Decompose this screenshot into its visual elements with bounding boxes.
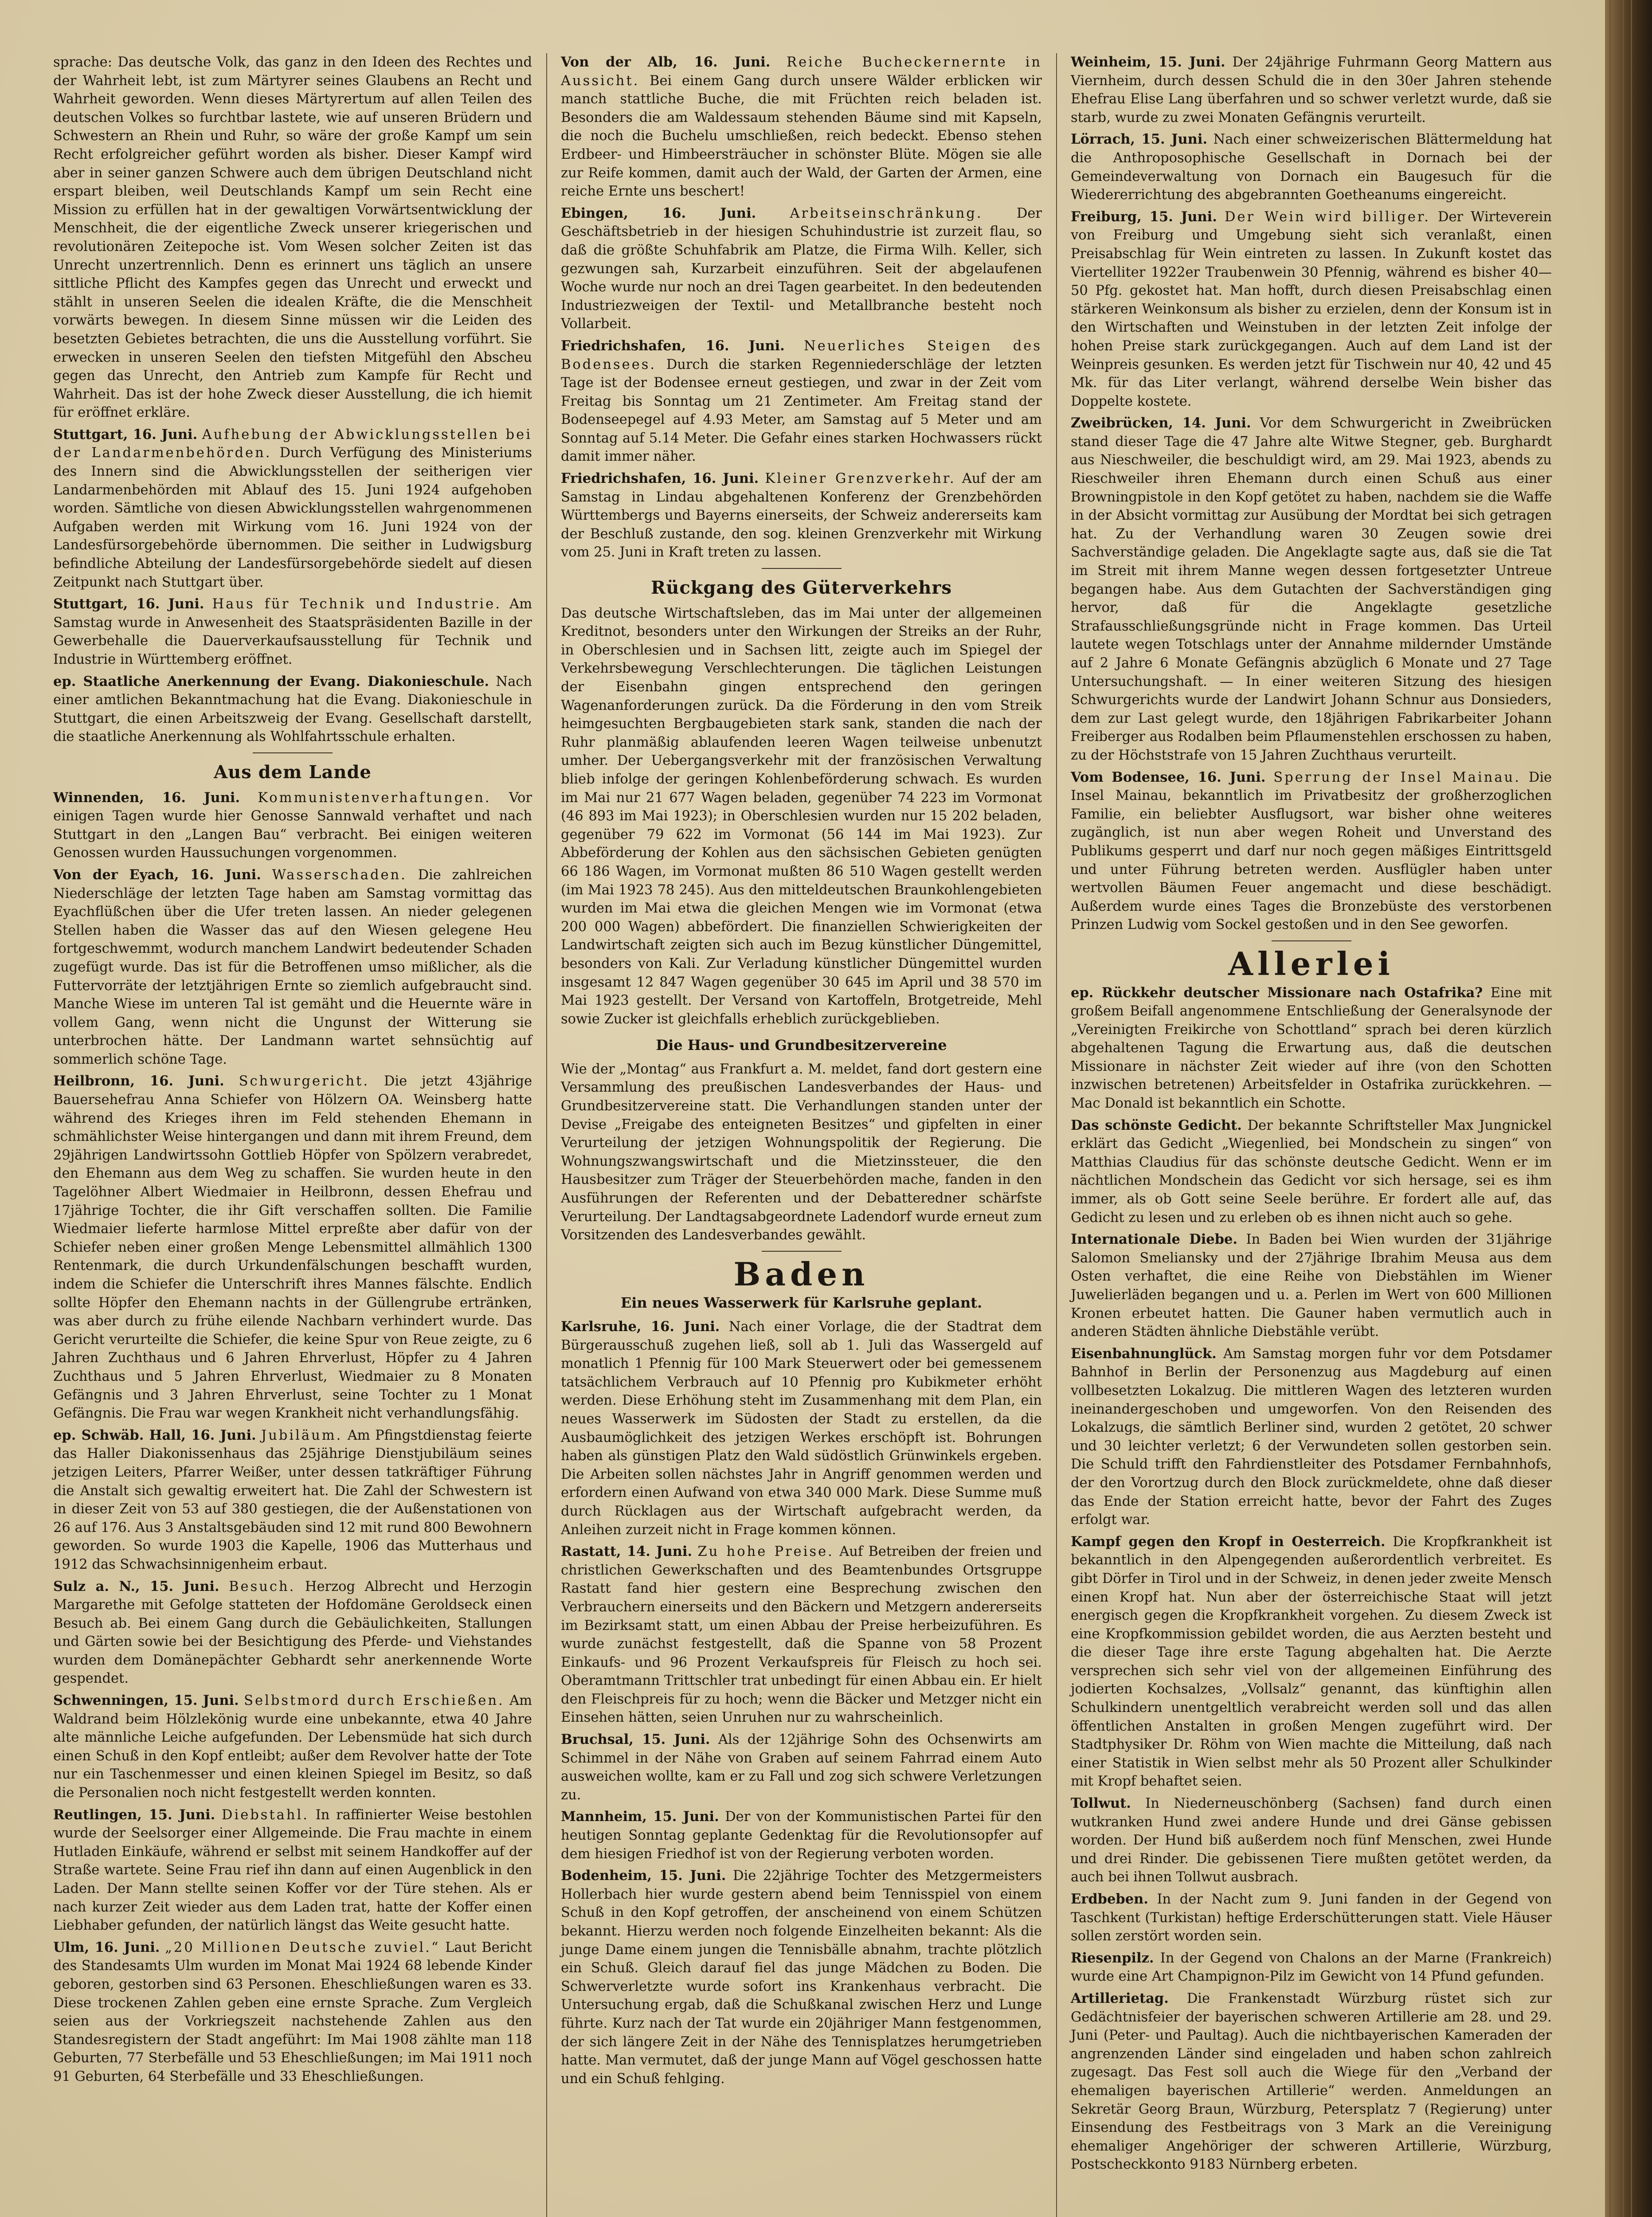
news-article (53, 866, 532, 1069)
article-body: Auf Betreiben der freien und christlichen Gewerkschaften und des Beamtenbundes Ortsgruppe Rastatt fand hier gestern eine Besprechung zwischen den Verbrauchern einerseits und den Bäckern und Metzgern andererseits im Bezirksamt statt, um einen Abbau der Preise herbeizuführen. Es wurde zunächst festgestellt, daß die Spanne von 58 Prozent Einkaufs- und 96 Prozent Verkaufspreis für Fleisch zu hoch sei. Oberamtmann Trittschler trat unbedingt für einen Abbau ein. Er hielt den Fleischpreis für zu hoch; wenn die Bäcker und Metzger nicht ein Einsehen hätten, seien Unruhen nur zu wahrscheinlich. (561, 1544, 1042, 1726)
article-dateline: Mannheim, 15. Juni. (561, 1809, 719, 1825)
article-body: Am Waldrand beim Hölzlekönig wurde eine unbekannte, etwa 40 Jahre alte männliche Leiche aufgefunden. Der Lebensmüde hat sich durch einen Schuß in den Kopf entleibt; außer dem Revolver hatte der Tote nur ein Taschenmesser und einen kleinen Spiegel im Besitz, so daß die Personalien noch nicht festgestellt werden konnten. (53, 1693, 532, 1801)
article-body: In Baden bei Wien wurden der 31jährige Salomon Smeliansky und der 27jährige Ibrahim Meusa aus dem Osten verhaftet, die eine Reihe von Diebstählen im Wiener Juwelierläden begangen und u. a. Perlen im Wert von 600 Millionen Kronen erbeutet hatten. Die Gauner haben vermutlich auch in anderen Städten ähnliche Diebstähle verübt. (1071, 1232, 1552, 1340)
article-dateline: Bruchsal, 15. Juni. (561, 1731, 710, 1748)
news-article (53, 1578, 532, 1688)
article-headline: Besuch. (229, 1579, 296, 1594)
news-article (1071, 1794, 1552, 1887)
article-body: In der Nacht zum 9. Juni fanden in der Gegend von Taschkent (Turkistan) heftige Erderschütterungen statt. Viele Häuser sollen zerstört worden sein. (1071, 1892, 1552, 1944)
article-body: Der Wirteverein von Freiburg und Umgebung sieht sich veranlaßt, einen Preisabschlag für Wein eintreten zu lassen. In Zukunft kostet das Viertelliter 1922er Traubenwein 30 Pfennig, während es bisher 40—50 Pfg. gekostet hat. Man hofft, durch diesen Preisabschlag einen stärkeren Weinkonsum als bisher zu erzielen, denn der Konsum ist in den Wirtschaften und Weinstuben in der letzten Zeit infolge der hohen Preise stark zurückgegangen. Auch auf dem Land ist der Weinpreis gesunken. Es werden jetzt für Tischwein nur 40, 42 und 45 Mk. für das Liter verlangt, während derselbe Wein bisher das Doppelte kostete. (1071, 209, 1552, 409)
article-dateline: Das schönste Gedicht. (1071, 1117, 1242, 1133)
article-dateline: Artillerietag. (1071, 1990, 1169, 2006)
news-article (1071, 53, 1552, 127)
article-body: In Niederneuschönberg (Sachsen) fand durch einen wutkranken Hund zwei andere Hunde und drei Gänse gebissen worden. Der Hund biß außerdem noch fünf Menschen, zwei Hunde und drei Rinder. Die gebissenen Tiere mußten getötet werden, da auch bei ihnen Tollwut ausbrach. (1071, 1796, 1552, 1885)
news-article (53, 1072, 532, 1422)
article-headline: Kleiner Grenzverkehr. (765, 471, 956, 487)
article-headline: Der Wein wird billiger. (1225, 209, 1430, 225)
news-article (561, 1867, 1042, 2088)
article-dateline: Karlsruhe, 16. Juni. (561, 1319, 720, 1335)
article-body: Der 24jährige Fuhrmann Georg Mattern aus Viernheim, durch dessen Schuld die in den 30er Jahren stehende Ehefrau Elise Lang überfahren und so schwer verletzt wurde, daß sie starb, wurde zu zwei Monaten Gefängnis verurteilt. (1071, 55, 1552, 125)
article-body: Der Geschäftsbetrieb in der hiesigen Schuhindustrie ist zurzeit flau, so daß die größte Schuhfabrik am Platze, die Firma Wilh. Keller, sich gezwungen sah, Kurzarbeit einzuführen. Seit der abgelaufenen Woche wurde nur noch an drei Tagen gearbeitet. In den bedeutenden Industriezweigen der Textil- und Metallbranche besteht noch Vollarbeit. (561, 205, 1042, 332)
article-body: Herzog Albrecht und Herzogin Margarethe mit Gefolge statteten der Hofdomäne Geroldseck einen Besuch ab. Bei einem Gang durch die Gebäulichkeiten, Stallungen und Gärten sowie bei der Besichtigung des Pferde- und Viehstandes wurden dem Domänepächter Gebhardt sehr anerkennende Worte gespendet. (53, 1579, 532, 1687)
body-paragraph: Wie der „Montag“ aus Frankfurt a. M. meldet, fand dort gestern eine Versammlung des preußischen Landesverbandes der Haus- und Grundbesitzervereine statt. Die Verhandlungen standen unter der Devise „Freigabe des enteigneten Besitzes“ und gipfelten in einer Verurteilung der jetzigen Wohnungspolitik der Regierung. Die Wohnungszwangswirtschaft und die Mietzinssteuer, die den Hausbesitzer zum Träger der Steuerbehörden mache, fanden in den Ausführungen der Referenten und der Debatteredner schärfste Verurteilung. Der Landtagsabgeordnete Ladendorf wurde erneut zum Vorsitzenden des Landesverbandes gewählt. (561, 1061, 1042, 1243)
article-body: Durch die starken Regenniederschläge der letzten Tage ist der Bodensee erneut gestiegen, und zwar in der Zeit vom Freitag bis Sonntag um 21 Zentimeter. Am Freitag stand der Bodenseepegel auf 4.93 Meter, am Samstag auf 5 Meter und am Sonntag auf 5.14 Meter. Die Gefahr eines starken Hochwassers rückt damit immer näher. (561, 356, 1042, 465)
article-body: Die jetzt 43jährige Bauersehefrau Anna Schiefer von Hölzern OA. Weinsberg hatte während des Krieges ihren im Feld stehenden Ehemann in schmählichster Weise hintergangen und dann mit ihrem Freund, dem 29jährigen Landwirtssohn Gottlieb Höpfer von Spölzern verabredet, den Ehemann aus dem Weg zu schaffen. Sie wurden heute in den Tagelöhner Albert Wiedmaier in Heilbronn, dessen Ehefrau und 17jährige Tochter, die ihr Gift verschaffen sollten. Die Familie Wiedmaier lieferte harmlose Mittel erpreßte aber dafür von der Schiefer neben einer großen Menge Lebensmittel allmählich 1300 Rentenmark, die durch Urkundenfälschungen beschafft wurden, indem die Schiefer die Unterschrift ihres Mannes fälschte. Endlich sollte Höpfer den Ehemann nachts in der Güllengrube ertränken, was aber durch zu frühe eilende Nachbarn verhindert wurde. Das Gericht verurteilte die Schiefer, die keine Spur von Reue zeigte, zu 6 Jahren Zuchthaus und 6 Jahren Ehrverlust, Höpfer zu 4 Jahren Zuchthaus und 5 Jahren Ehrverlust, Wiedmaier zu 8 Monaten Gefängnis und 3 Jahren Ehrverlust, seine Tochter zu 1 Monat Gefängnis. Die Frau war wegen Krankheit nicht verhandlungsfähig. (53, 1073, 532, 1422)
news-article (53, 1939, 532, 2086)
section-divider (762, 568, 842, 569)
article-dateline: Heilbronn, 16. Juni. (53, 1073, 224, 1089)
article-dateline: Sulz a. N., 15. Juni. (53, 1578, 219, 1594)
column-1 (53, 53, 532, 2090)
section-divider (762, 1251, 842, 1252)
article-headline: Reiche Bucheckernernte in Aussicht. (561, 55, 1042, 89)
article-headline: Sperrung der Insel Mainau. (1273, 769, 1521, 785)
news-article (561, 1318, 1042, 1539)
article-subheading: Die Haus- und Grundbesitzervereine (656, 1037, 947, 1054)
article-headline: „20 Millionen Deutsche zuviel.“ (165, 1939, 440, 1955)
article-headline: Selbstmord durch Erschießen. (244, 1693, 505, 1709)
article-dateline: Friedrichshafen, 16. Juni. (561, 337, 785, 354)
article-subheading: Ein neues Wasserwerk für Karlsruhe geplant. (620, 1294, 983, 1312)
news-article (561, 1808, 1042, 1863)
article-dateline: Riesenpilz. (1071, 1950, 1154, 1966)
news-article (1071, 768, 1552, 934)
article-headline: Haus für Technik und Industrie. (212, 596, 501, 612)
region-heading: Baden (733, 1255, 869, 1293)
article-dateline: Reutlingen, 15. Juni. (53, 1806, 215, 1823)
section-heading: Aus dem Lande (214, 761, 372, 783)
article-body: Die zahlreichen Niederschläge der letzten Tage haben am Samstag vormittag das Eyachflüßchen über die Ufer treten lassen. An nieder gelegenen Stellen haben die Wasser das auf den Wiesen gelegene Heu fortgeschwemmt, wodurch manchem Landwirt bedeutender Schaden zugefügt wurde. Das ist für die Betroffenen umso mißlicher, als die Futtervorräte der letztjährigen Ernte so ziemlich aufgebraucht sind. Manche Wiese im unteren Tal ist gemäht und die Heuernte wäre in vollem Gang, wenn nicht die Ungunst der Witterung sie unterbrochen hätte. Der Landmann wartet sehnsüchtig auf sommerlich schöne Tage. (53, 867, 532, 1067)
news-article (1071, 1116, 1552, 1227)
news-article (1071, 208, 1552, 411)
news-article (561, 1731, 1042, 1804)
article-headline: Jubiläum. (261, 1427, 343, 1443)
article-body: Der bekannte Schriftsteller Max Jungnickel erklärt das Gedicht „Wiegenlied, bei Mondschein zu singen“ von Matthias Claudius für das schönste deutsche Gedicht. Wenn er im nächtlichen Mondschein das Gedicht vor sich hersage, sei es ihm immer, als ob Gott seine Seele berühre. Er fordert alle auf, das Gedicht zu lesen und zu erleben ob es ihnen nicht auch so gehe. (1071, 1117, 1552, 1226)
news-article (1071, 1990, 1552, 2174)
article-dateline: Ebingen, 16. Juni. (561, 205, 756, 221)
article-body: In der Gegend von Chalons an der Marne (Frankreich) wurde eine Art Champignon-Pilz im Gewicht von 14 Pfund gefunden. (1071, 1950, 1552, 1985)
article-headline: Neuerliches Steigen des Bodensees. (561, 338, 1042, 372)
article-dateline: Vom Bodensee, 16. Juni. (1071, 769, 1266, 785)
article-body: Bei einem Gang durch unsere Wälder erblicken wir manch stattliche Buche, die mit Früchten reich beladen ist. Besonders die am Waldessaum stehenden Bäume sind mit Kapseln, die noch die Buchelu umschließen, reich bedeckt. Ebenso stehen Erdbeer- und Himbeersträucher in schönster Blüte. Mögen sie alle zur Reife kommen, damit auch der Wald, der Garten der Armen, eine reiche Ernte uns beschert! (561, 73, 1042, 200)
region-heading: Allerlei (1228, 944, 1394, 983)
news-article (53, 1806, 532, 1935)
news-article (53, 789, 532, 862)
article-body: Die Kropfkrankheit ist bekanntlich in den Alpengegenden außerordentlich verbreitet. Es gibt Dörfer in Tirol und in der Schweiz, in denen jeder zweite Mensch einen Kropf hat. Nun aber der österreichische Staat will jetzt energisch gegen die Kropfkrankheit vorgehen. Zu diesem Zweck ist eine Kropfkommission gebildet worden, die aus Aerzten besteht und die dieser Tage ihre erste Tagung abgehalten hat. Die Aerzte versprechen sich sehr viel von der allgemeinen Einführung des jodierten Kochsalzes, „Vollsalz“ genannt, das künftighin allen Schulkindern unentgeltlich verabreicht werden soll und das allen öffentlichen Anstalten in großen Mengen zugeführt wird. Der Stadtphysiker Dr. Röhm von Wien machte die Mitteilung, daß nach einer Statistik in Wien selbst mehr als 50 Prozent aller Schulkinder mit Kropf behaftet seien. (1071, 1534, 1552, 1790)
article-dateline: Zweibrücken, 14. Juni. (1071, 415, 1251, 431)
news-article (1071, 1533, 1552, 1791)
section-heading: Rückgang des Güterverkehrs (651, 577, 952, 599)
article-dateline: Bodenheim, 15. Juni. (561, 1868, 726, 1884)
article-dateline: Winnenden, 16. Juni. (53, 789, 240, 806)
article-headline: Schwurgericht. (239, 1073, 370, 1089)
article-headline: Kommunistenverhaftungen. (258, 790, 491, 806)
article-body: Eine mit großem Beifall angenommene Entschließung der Generalsynode der „Vereinigten Freikirche von Schottland“ sprach bei deren kürzlich abgehaltenen Tagung die Erwartung aus, daß die deutschen Missionare in nächster Zeit wieder auf ihre (von den Schotten inzwischen betretenen) Arbeitsfelder in Ostafrika zurückkehren. — Mac Donald ist bekanntlich ein Schotte. (1071, 985, 1552, 1112)
article-headline: Diebstahl. (221, 1807, 309, 1823)
news-article (1071, 1949, 1552, 1986)
news-article (1071, 1345, 1552, 1529)
article-body: Am Samstag morgen fuhr vor dem Potsdamer Bahnhof in Berlin der Personenzug aus Magdeburg auf einen vollbesetzten Lokalzug. Die mittleren Wagen des letzteren wurden ineinandergeschoben und umgeworfen. Von den Reisenden des Lokalzugs, die sämtlich Berliner sind, wurden 2 getötet, 20 schwer und 30 leichter verletzt; 6 der Verwundeten sollen gestorben sein. Die Schuld trifft den Fahrdienstleiter des Potsdamer Fernbahnhofs, der den Vorortzug durch den Block zurückmeldete, ohne daß dieser das Ende der Station erreicht hatte, bevor der Fahrt des Zuges erfolgt war. (1071, 1346, 1552, 1528)
article-body: Vor dem Schwurgericht in Zweibrücken stand dieser Tage die 47 Jahre alte Witwe Stegner, geb. Burghardt aus Nieschweiler, die beschuldigt wird, am 29. Mai 1923, abends zu Rieschweiler ihren Ehemann durch einen Schuß aus einer Browningpistole in den Kopf getötet zu haben, nachdem sie die Waffe in der Absicht vormittag zur Ausübung der Mordtat bei sich getragen hat. Zu der Verhandlung waren 30 Zeugen sowie drei Sachverständige geladen. Die Angeklagte sagte aus, daß sie die Tat im Streit mit ihrem Manne wegen dessen fortgesetzter Untreue begangen habe. Aus dem Gutachten der Sachverständigen ging hervor, daß für die Angeklagte gesetzliche Strafausschließungsgründe nicht in Frage kommen. Das Urteil lautete wegen Totschlags unter der Annahme mildernder Umstände auf 2 Jahre 6 Monate Gefängnis abzüglich 6 Monate und 27 Tage Untersuchungshaft. — In einer weiteren Sitzung des hiesigen Schwurgerichts wurde der Landwirt Johann Schnur aus Donsieders, dem zur Last gelegt wurde, den 18jährigen Fabrikarbeiter Johann Freiberger aus Rodalben beim Pflaumenstehlen erschossen zu haben, zu der Höchststrafe von 15 Jahren Zuchthaus verurteilt. (1071, 415, 1552, 763)
article-dateline: Von der Eyach, 16. Juni. (53, 866, 261, 883)
news-article (1071, 414, 1552, 764)
article-dateline: ep. Rückkehr deutscher Missionare nach Ostafrika? (1071, 984, 1483, 1001)
article-body: Die Insel Mainau, bekanntlich im Privatbesitz der großherzoglichen Familie, ein beliebter Ausflugsort, war bisher ohne weiteres zugänglich, ist nun aber wegen Roheit und Unverstand des Publikums gesperrt und darf nur noch gegen mäßiges Eintrittsgeld und unter Führung betreten werden. Ausflügler haben unter wertvollen Bäumen Feuer angemacht und diese beschädigt. Außerdem wurde eines Tages die Bronzebüste des verstorbenen Prinzen Ludwig vom Sockel gestoßen und in den See geworfen. (1071, 769, 1552, 933)
article-dateline: Stuttgart, 16. Juni. (53, 596, 204, 612)
article-body: Laut Bericht des Standesamts Ulm wurden im Monat Mai 1924 68 lebende Kinder geboren, gestorben sind 63 Personen. Eheschließungen waren es 33. Diese trockenen Zahlen geben eine ernste Sprache. Zum Vergleich seien aus der Vorkriegszeit nachstehende Zahlen aus den Standesregistern der Stadt angeführt: Im Mai 1908 zählte man 118 Geburten, 77 Sterbefälle und 53 Eheschließungen; im Mai 1911 noch 91 Geburten, 64 Sterbefälle und 33 Eheschließungen. (53, 1939, 532, 2084)
article-body: Durch Verfügung des Ministeriums des Innern sind die Abwicklungsstellen der seitherigen vier Landarmenbehörden mit Ablauf des 15. Juni 1924 aufgehoben worden. Sämtliche von diesen Abwicklungsstellen wahrgenommenen Aufgaben werden mit Wirkung vom 16. Juni 1924 von der Landesfürsorgebehörde übernommen. Die seither in Ludwigsburg befindliche Abteilung der Landesfürsorgebehörde siedelt auf diesen Zeitpunkt nach Stuttgart über. (53, 445, 532, 590)
article-body: Als der 12jährige Sohn des Ochsenwirts am Schimmel in der Nähe von Graben auf seinem Fahrrad einem Auto ausweichen wollte, kam er zu Fall und zog sich schwere Verletzungen zu. (561, 1732, 1042, 1803)
article-dateline: Freiburg, 15. Juni. (1071, 208, 1217, 225)
article-body: Nach einer schweizerischen Blättermeldung hat die Anthroposophische Gesellschaft in Dornach bei der Gemeindeverwaltung von Dornach ein Baugesuch für die Wiedererrichtung des abgebrannten Goetheanums eingereicht. (1071, 132, 1552, 203)
article-dateline: ep. Staatliche Anerkennung der Evang. Diakonieschule. (53, 673, 489, 689)
article-body: Vor einigen Tagen wurde hier Genosse Sannwald verhaftet und nach Stuttgart in den „Langen Bau“ verbracht. Bei einigen weiteren Genossen wurden Haussuchungen vorgenommen. (53, 790, 532, 861)
news-article (53, 1692, 532, 1802)
article-body: Die 22jährige Tochter des Metzgermeisters Hollerbach hier wurde gestern abend beim Tennisspiel von einem Schuß in den Kopf getroffen, der anscheinend von einem Schützen bekannt. Hierzu werden noch folgende Einzelheiten bekannt: Als die junge Dame einem jungen die Tennisbälle abnahm, trachte plötzlich ein Schuß. Gleich darauf fiel das junge Mädchen zu Boden. Die Schwerverletzte wurde sofort ins Krankenhaus verbracht. Die Untersuchung ergab, daß die Schußkanal zwischen Herz und Lunge führte. Kurz nach der Tat wurde ein 20jähriger Mann festgenommen, der sich längere Zeit in der Nähe des Tennisplatzes herumgetrieben hatte. Man vermutet, daß der junge Mann auf Vögel geschossen hatte und ein Schuß fehlging. (561, 1868, 1042, 2087)
news-article (1071, 1890, 1552, 1946)
article-headline: Aufhebung der Abwicklungsstellen bei der Landarmenbehörden. (53, 427, 532, 461)
news-article (53, 595, 532, 669)
section-divider (1272, 940, 1351, 941)
news-article (53, 426, 532, 591)
news-article (561, 53, 1042, 201)
article-headline: Zu hohe Preise. (697, 1544, 834, 1560)
article-dateline: Erdbeben. (1071, 1891, 1148, 1907)
news-article (561, 470, 1042, 562)
column-2 (561, 53, 1042, 2092)
article-body: Der von der Kommunistischen Partei für den heutigen Sonntag geplante Gedenktag für die Revolutionsopfer auf dem hiesigen Friedhof ist von der Regierung verboten worden. (561, 1809, 1042, 1862)
news-article (1071, 130, 1552, 204)
news-article (1071, 984, 1552, 1113)
news-article (561, 1543, 1042, 1727)
article-dateline: Rastatt, 14. Juni. (561, 1543, 693, 1560)
news-article (53, 1426, 532, 1574)
article-dateline: ep. Schwäb. Hall, 16. Juni. (53, 1427, 256, 1443)
article-body: Nach einer Vorlage, die der Stadtrat dem Bürgerausschuß zugehen ließ, soll ab 1. Juli das Wassergeld auf monatlich 1 Pfennig für 100 Mark Steuerwert oder bei gemessenem tatsächlichem Verbrauch auf 10 Pfennig pro Kubikmeter erhöht werden. Diese Erhöhung steht im Zusammenhang mit dem Plan, ein neues Wasserwerk im Südosten der Stadt zu erstellen, da die Ausbaumöglichkeit des jetzigen Werkes erschöpft ist. Bohrungen haben als günstigen Platz den Wald südöstlich Grünwinkels ergeben. Die Arbeiten sollen nächstes Jahr in Angriff genommen werden und erfordern einen Aufwand von etwa 340 000 Mark. Diese Summe muß durch Rücklagen aus der Wirtschaft aufgebracht werden, da Anleihen zurzeit nicht in Frage kommen können. (561, 1319, 1042, 1538)
news-article (1071, 1230, 1552, 1341)
news-article (561, 337, 1042, 466)
article-dateline: Lörrach, 15. Juni. (1071, 131, 1208, 148)
article-body: Auf der am Samstag in Lindau abgehaltenen Konferenz der Grenzbehörden Württembergs und Bayerns einerseits, der Schweiz andererseits kam der Beschluß zustande, den sog. kleinen Grenzverkehr mit Wirkung vom 25. Juni in Kraft treten zu lassen. (561, 471, 1042, 560)
article-headline: Wasserschaden. (272, 867, 407, 883)
article-dateline: Friedrichshafen, 16. Juni. (561, 470, 759, 487)
body-paragraph: Das deutsche Wirtschaftsleben, das im Mai unter der allgemeinen Kreditnot, besonders unter den Wirkungen der Streiks an der Ruhr, in Oberschlesien und in Sachsen litt, zeigte auch im Spiegel der Verkehrsbewegung Verschlechterungen. Die täglichen Leistungen der Eisenbahn gingen entsprechend den geringen Wagenanforderungen zurück. Da die Förderung in den vom Streik heimgesuchten Bergbaugebieten stark sank, standen die nach der Ruhr planmäßig ablaufenden leeren Wagen teilweise unbenutzt umher. Der Uebergangsverkehr mit der französischen Verwaltung blieb infolge der geringen Kohlenbeförderung schwach. Es wurden im Mai nur 21 677 Wagen beladen, gegenüber 74 223 im Vormonat (46 893 im Mai 1923); in Oberschlesien wurden nur 15 202 beladen, gegenüber 79 622 im Vormonat (56 144 im Mai 1923). Zur Abbeförderung der Kohlen aus den sächsischen Gebieten genügten 66 186 Wagen, im Vormonat mußten 86 510 Wagen gestellt werden (im Mai 1923 78 245). Aus den mitteldeutschen Braunkohlengebieten wurden im Mai etwa die gleichen Mengen wie im Vormonat (etwa 200 000 Wagen) abbefördert. Die finanziellen Schwierigkeiten der Landwirtschaft zeigten sich auch im Bezug künstlicher Düngemittel, besonders von Kali. Zur Verladung künstlicher Düngemittel wurden insgesamt 12 847 Wagen gegenüber 30 645 im April und 38 570 im Mai 1923 gestellt. Der Versand von Kartoffeln, Brotgetreide, Mehl sowie Zucker ist gleichfalls erheblich zurückgeblieben. (561, 605, 1042, 1027)
article-dateline: Tollwut. (1071, 1795, 1131, 1812)
news-article (53, 673, 532, 746)
section-divider (253, 752, 333, 753)
column-3 (1071, 53, 1552, 2178)
news-article (561, 204, 1042, 333)
article-dateline: Ulm, 16. Juni. (53, 1939, 160, 1955)
article-body: Die Frankenstadt Würzburg rüstet sich zur Gedächtnisfeier der bayerischen schweren Artillerie am 28. und 29. Juni (Peter- und Paultag). Auch die nichtbayerischen Kameraden der angrenzenden Länder sind eingeladen und haben schon zahlreich zugesagt. Das Fest soll auch die Wiege für den „Verband der ehemaligen bayerischen Artillerie“ werden. Anmeldungen an Sekretär Georg Braun, Würzburg, Petersplatz 7 (Regierung) unter Einsendung des Festbeitrags von 3 Mark an die Vereinigung ehemaliger Angehöriger der schweren Artillerie, Würzburg, Postscheckkonto 9183 Nürnberg erbeten. (1071, 1990, 1552, 2173)
column-rule (1056, 53, 1057, 2217)
article-dateline: Schwenningen, 15. Juni. (53, 1692, 239, 1709)
article-body: In raffinierter Weise bestohlen wurde der Seelsorger einer Allgemeinde. Die Frau machte in einem Hutladen Einkäufe, während er selbst mit seinem Handkoffer auf der Straße wartete. Seine Frau rief ihn dann auf einen Augenblick in den Laden. Der Mann stellte seinen Koffer vor der Türe stehen. Als er nach kurzer Zeit wieder aus dem Laden trat, hatte der Koffer einen Liebhaber gefunden, der natürlich längst das Weite gesucht hatte. (53, 1807, 532, 1934)
body-paragraph: sprache: Das deutsche Volk, das ganz in den Ideen des Rechtes und der Wahrheit lebt, ist zum Märtyrer seines Glaubens an Recht und Wahrheit geworden. Wenn dieses Märtyrertum auf allen Teilen des deutschen Volkes so furchtbar lastete, wie auf unseren Brüdern und Schwestern an Rhein und Ruhr, so wäre der große Kampf um sein Recht erfolgreicher geführt worden als bisher. Dieser Kampf wird aber in seiner ganzen Schwere auch dem übrigen Deutschland nicht erspart bleiben, weil Deutschlands Kampf um sein Recht eine Mission zu erfüllen hat in der gewaltigen Vorwärtsentwicklung der Menschheit, die der eigentliche Zweck unserer kriegerischen und revolutionären Zeitepoche ist. Vom Wesen solcher Zeiten ist das Unrecht unzertrennlich. Denn es erinnert uns täglich an unsere sittliche Pflicht des Kampfes gegen das Unrecht und erweckt und stählt in unseren Seelen die idealen Kräfte, die die Menschheit vorwärts bewegen. In diesem Sinne müssen wir die Leiden des besetzten Gebietes betrachten, die uns die Ausstellung vorführt. Sie erwecken in unseren Seelen den tiefsten Mitgefühl den Abscheu gegen das Unrecht, den Antrieb zum Kampfe für Recht und Wahrheit. Das ist der hohe Zweck dieser Ausstellung, die ich hiemit für eröffnet erkläre. (53, 55, 532, 421)
article-dateline: Eisenbahnunglück. (1071, 1345, 1217, 1362)
article-headline: Arbeitseinschränkung. (790, 205, 983, 221)
column-rule (546, 53, 547, 2217)
article-dateline: Internationale Diebe. (1071, 1231, 1238, 1248)
article-body: Nach einer amtlichen Bekanntmachung hat die Evang. Diakonieschule in Stuttgart, die einen Arbeitszweig der Evang. Gesellschaft darstellt, die staatliche Anerkennung als Wohlfahrtsschule erhalten. (53, 674, 532, 745)
article-dateline: Weinheim, 15. Juni. (1071, 54, 1225, 70)
book-binding (1605, 0, 1652, 2217)
article-dateline: Von der Alb, 16. Juni. (561, 54, 771, 70)
article-body: Am Samstag wurde in Anwesenheit des Staatspräsidenten Bazille in der Gewerbehalle die Dauerverkaufsausstellung für Technik und Industrie in Württemberg eröffnet. (53, 596, 532, 667)
article-dateline: Kampf gegen den Kropf in Oesterreich. (1071, 1533, 1386, 1550)
article-body: Am Pfingstdienstag feierte das Haller Diakonissenhaus das 25jährige Dienstjubiläum seines jetzigen Leiters, Pfarrer Weißer, unter dessen tatkräftiger Führung die Anstalt sich gewaltig erweitert hat. Die Zahl der Schwestern ist in dieser Zeit von 53 auf 380 gestiegen, die der Außenstationen von 26 auf 176. Aus 3 Anstaltsgebäuden sind 12 mit rund 800 Bewohnern geworden. So wurde 1903 die Kapelle, 1906 das Mutterhaus und 1912 das Schwachsinnigenheim erbaut. (53, 1427, 532, 1572)
article-dateline: Stuttgart, 16. Juni. (53, 426, 198, 443)
